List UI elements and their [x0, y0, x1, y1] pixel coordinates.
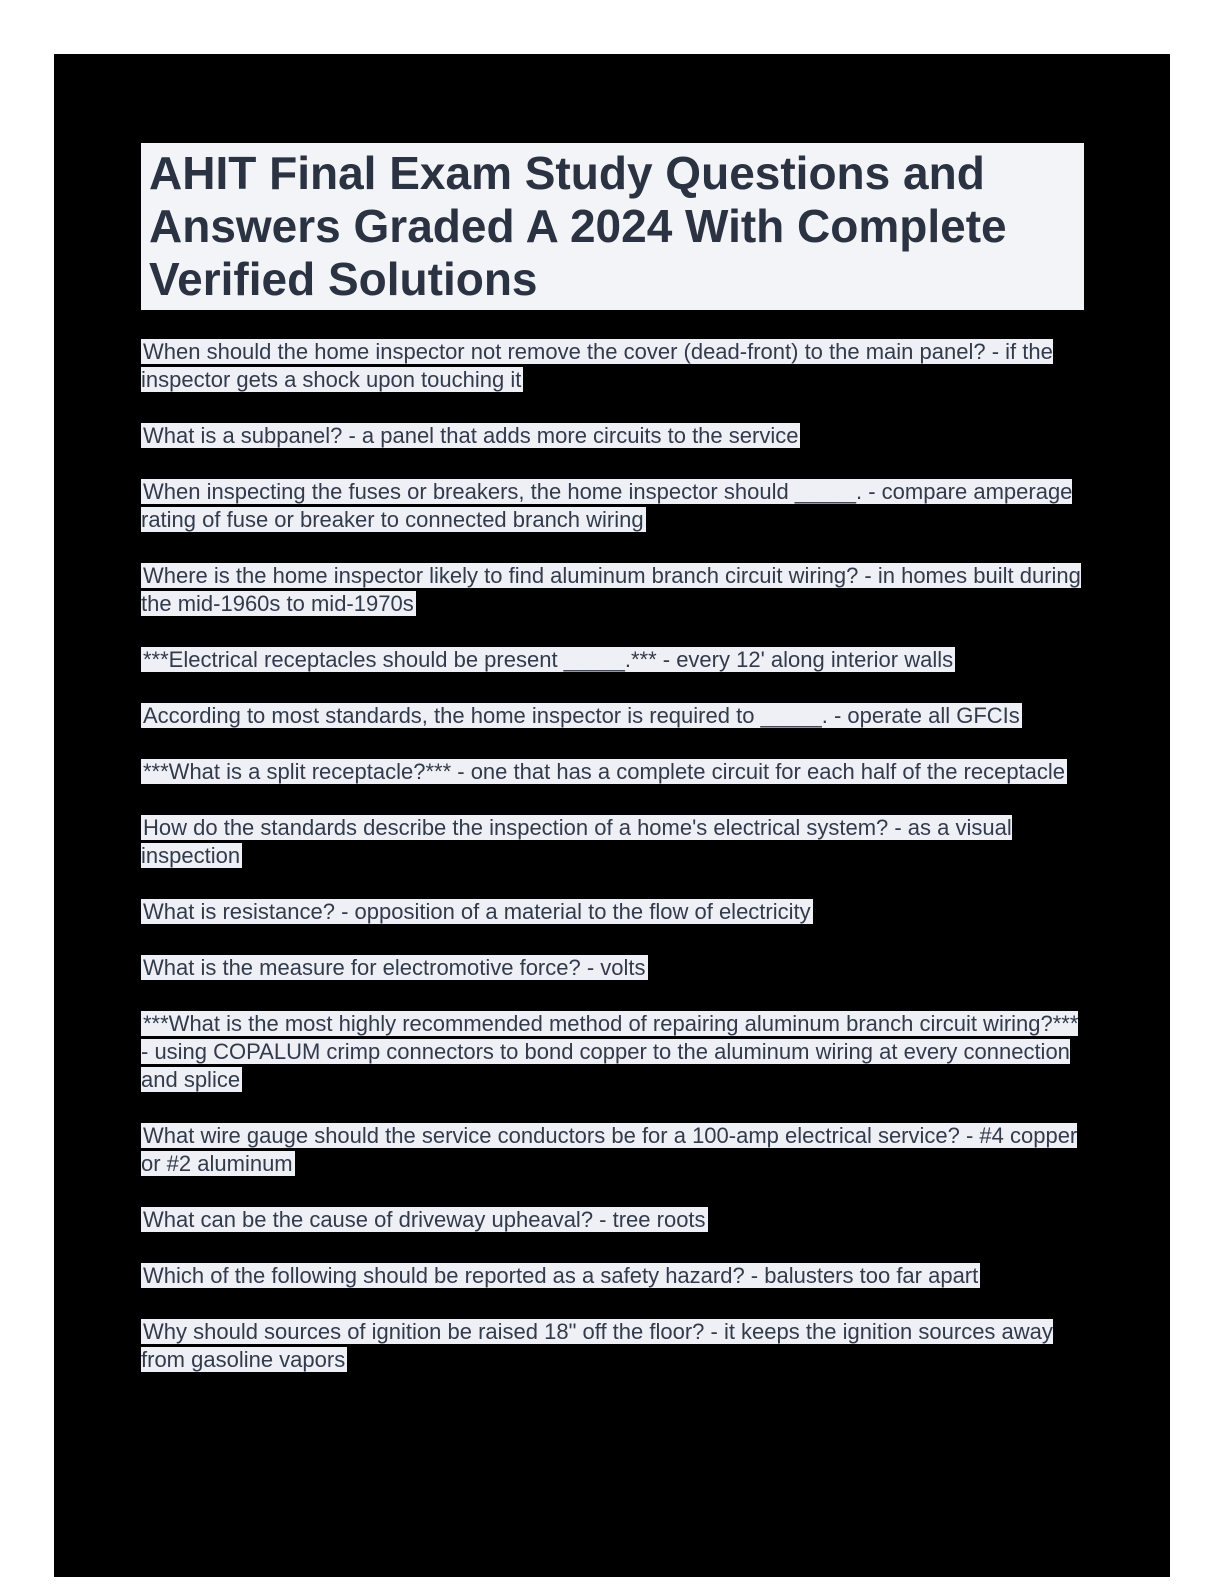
qa-item — [141, 478, 1084, 534]
qa-text: How do the standards describe the inspection of a home's electrical system? - as a visual inspection — [141, 815, 1012, 868]
qa-text: When inspecting the fuses or breakers, the home inspector should _____. - compare amperage rating of fuse or breaker to connected branch wiring — [141, 479, 1073, 532]
qa-item — [141, 1122, 1084, 1178]
qa-text: According to most standards, the home inspector is required to _____. - operate all GFCIs — [143, 703, 1020, 728]
qa-item — [141, 422, 1084, 450]
qa-text: What is the measure for electromotive force? - volts — [143, 955, 646, 980]
qa-item — [141, 702, 1084, 730]
page-content — [141, 143, 1084, 1374]
qa-item — [141, 1010, 1084, 1094]
qa-text: What can be the cause of driveway upheaval? - tree roots — [143, 1207, 706, 1232]
qa-text: What wire gauge should the service conductors be for a 100-amp electrical service? - #4 copper or #2 aluminum — [141, 1123, 1078, 1176]
qa-item — [141, 1318, 1084, 1374]
document-page — [54, 54, 1170, 1577]
page-title: AHIT Final Exam Study Questions and Answers Graded A 2024 With Complete Verified Solutions — [141, 143, 1084, 310]
qa-text: Where is the home inspector likely to find aluminum branch circuit wiring? - in homes built during the mid-1960s to mid-1970s — [141, 563, 1081, 616]
qa-item — [141, 1206, 1084, 1234]
qa-text: Why should sources of ignition be raised 18" off the floor? - it keeps the ignition sources away from gasoline vapors — [141, 1319, 1053, 1372]
qa-text: ***What is a split receptacle?*** - one that has a complete circuit for each half of the receptacle — [143, 759, 1066, 784]
qa-text: What is a subpanel? - a panel that adds more circuits to the service — [143, 423, 799, 448]
qa-list — [141, 338, 1084, 1374]
qa-text: When should the home inspector not remove the cover (dead-front) to the main panel? - if the inspector gets a shock upon touching it — [141, 339, 1053, 392]
qa-item — [141, 814, 1084, 870]
qa-item — [141, 898, 1084, 926]
qa-item — [141, 758, 1084, 786]
qa-text: ***Electrical receptacles should be present _____.*** - every 12' along interior walls — [143, 647, 954, 672]
qa-item — [141, 562, 1084, 618]
qa-item — [141, 1262, 1084, 1290]
qa-text: Which of the following should be reported as a safety hazard? - balusters too far apart — [143, 1263, 979, 1288]
qa-text: What is resistance? - opposition of a material to the flow of electricity — [143, 899, 811, 924]
qa-item — [141, 338, 1084, 394]
qa-item — [141, 646, 1084, 674]
qa-text: ***What is the most highly recommended method of repairing aluminum branch circuit wiring?*** - using COPALUM crimp connectors to bond copper to the aluminum wiring at every connection and splice — [141, 1011, 1079, 1092]
qa-item — [141, 954, 1084, 982]
